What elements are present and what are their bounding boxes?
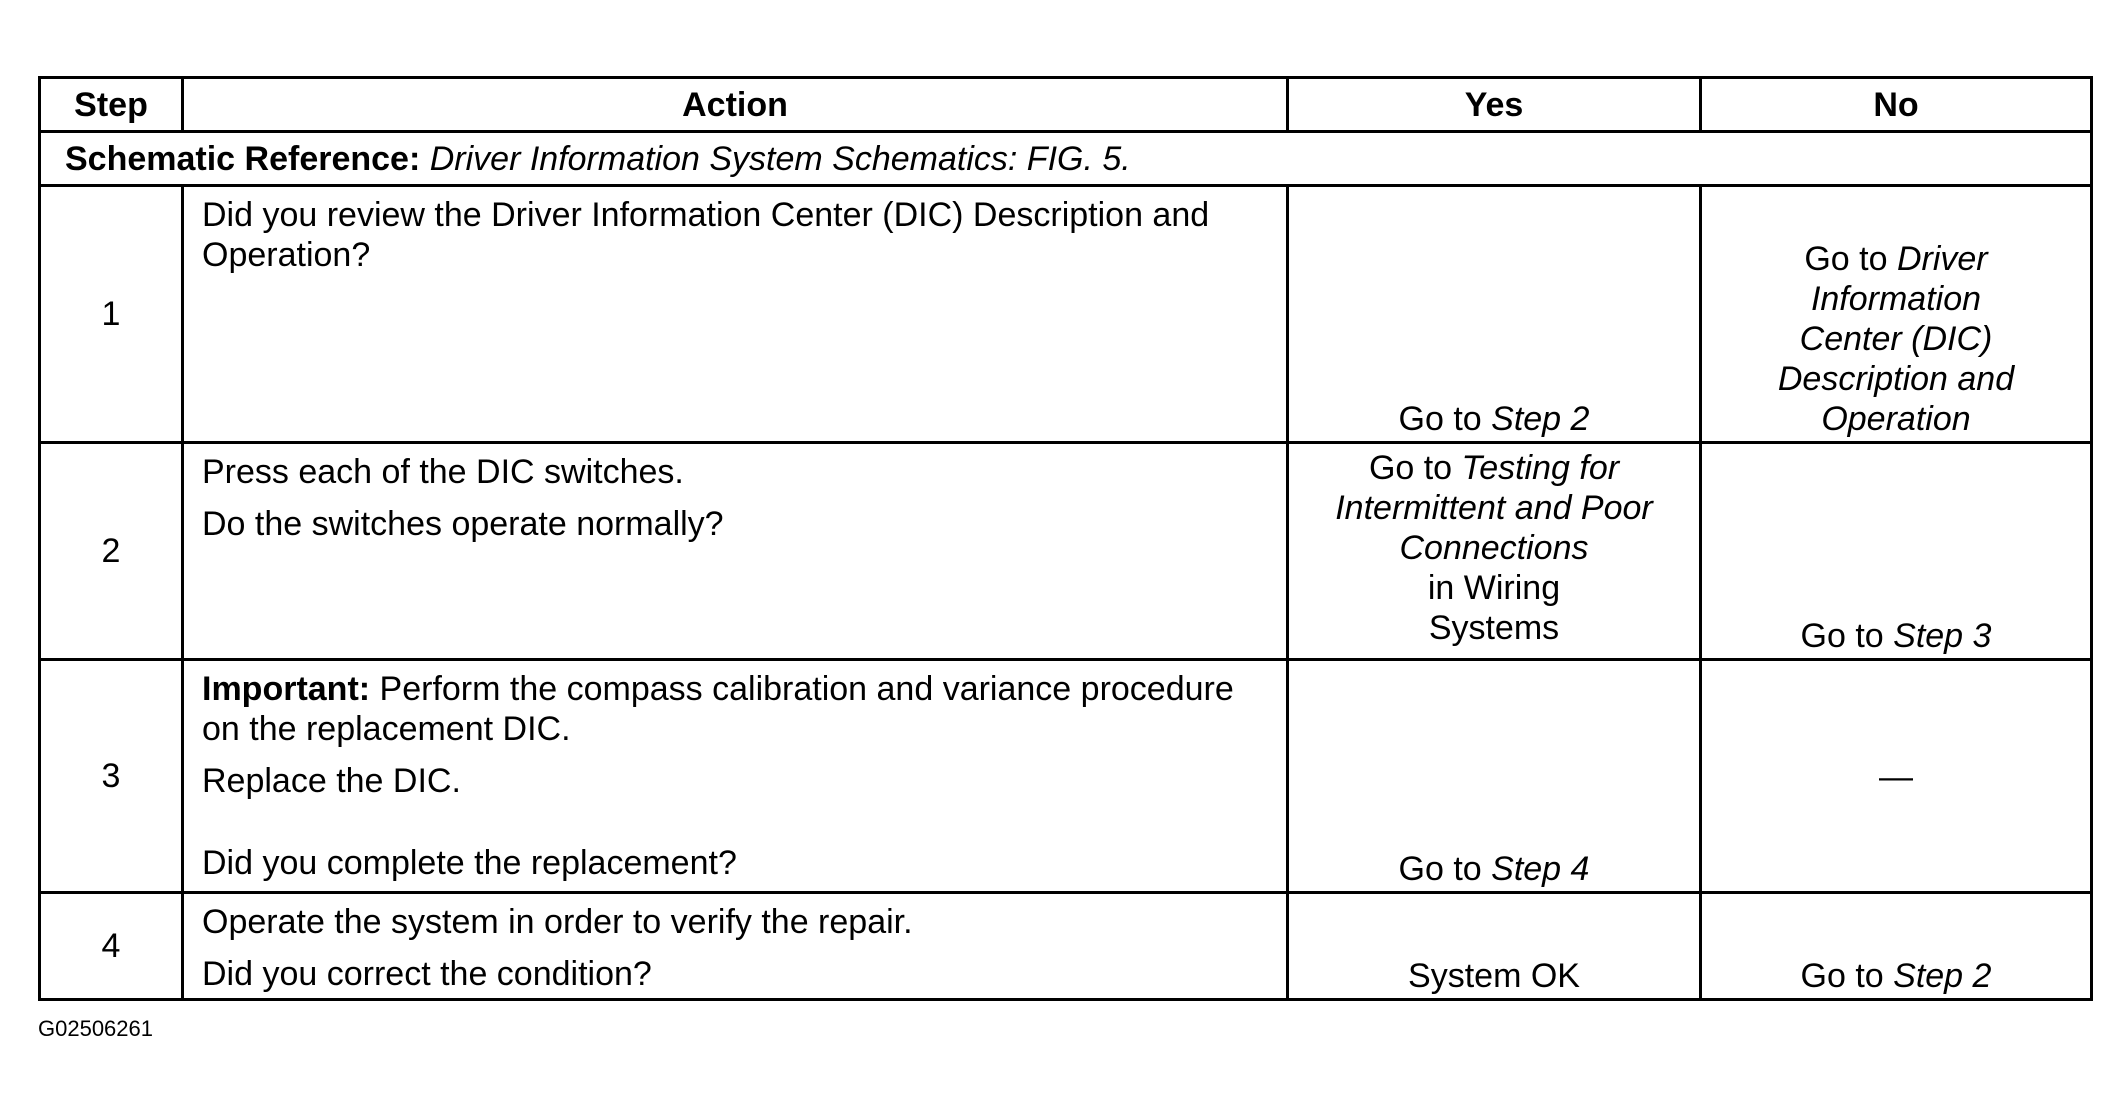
no-prefix: Go to [1800, 957, 1894, 995]
header-no: No [1701, 78, 2092, 132]
no-cell [1701, 186, 2092, 443]
action-question: Did you correct the condition? [202, 955, 652, 993]
action-text: Operate the system in order to verify the repair. [202, 903, 913, 941]
yes-target-link-line[interactable]: Connections [1399, 529, 1589, 567]
action-question: Did you complete the replacement? [202, 844, 737, 882]
yes-target-link[interactable]: Step 4 [1491, 850, 1590, 888]
yes-target-link[interactable]: Testing for [1461, 449, 1620, 487]
table-row-step-3 [40, 660, 2092, 893]
yes-suffix: in Wiring [1427, 569, 1561, 607]
figure-id: G02506261 [38, 1016, 153, 1041]
table-row-step-1 [40, 186, 2092, 443]
header-yes: Yes [1288, 78, 1701, 132]
yes-cell [1288, 893, 1701, 1000]
schematic-reference-figure: : FIG. 5. [1007, 139, 1131, 178]
header-action: Action [183, 78, 1288, 132]
step-number: 1 [40, 186, 183, 443]
action-cell [183, 660, 1288, 893]
step-number: 2 [40, 443, 183, 660]
no-cell [1701, 443, 2092, 660]
action-cell [183, 186, 1288, 443]
yes-cell [1288, 443, 1701, 660]
action-cell [183, 893, 1288, 1000]
no-target-link-line[interactable]: Description and [1777, 360, 2015, 398]
header-row [40, 78, 2092, 132]
header-step: Step [40, 78, 183, 132]
action-text: Press each of the DIC switches. [202, 453, 684, 491]
no-cell [1701, 893, 2092, 1000]
yes-target-link-line[interactable]: Intermittent and Poor [1335, 489, 1653, 527]
yes-target-link[interactable]: Step 2 [1491, 400, 1590, 438]
table-row-step-2 [40, 443, 2092, 660]
no-cell [1701, 660, 2092, 893]
schematic-reference-label: Schematic Reference: [65, 139, 421, 178]
no-prefix: Go to [1804, 240, 1897, 278]
schematic-reference-row [40, 132, 2092, 186]
step-number: 3 [40, 660, 183, 893]
yes-prefix: Go to [1398, 400, 1492, 438]
action-text: Did you review the Driver Information Center (DIC) Description and Operation? [202, 196, 1210, 274]
important-text: Perform the compass calibration and variance procedure on the replacement DIC. [202, 670, 1234, 748]
yes-suffix: Systems [1428, 609, 1560, 647]
schematic-reference-document: Driver Information System Schematics [429, 139, 1008, 178]
no-target-link-line[interactable]: Information [1810, 280, 1982, 318]
step-number: 4 [40, 893, 183, 1000]
yes-prefix: Go to [1398, 850, 1492, 888]
no-target-link-line[interactable]: Center (DIC) [1799, 320, 1993, 358]
no-target-link[interactable]: Step 2 [1893, 957, 1992, 995]
no-dash: — [1879, 758, 1913, 796]
action-cell [183, 443, 1288, 660]
important-note [202, 669, 1268, 749]
schematic-reference-cell [40, 132, 2092, 186]
no-target-link[interactable]: Step 3 [1893, 617, 1992, 655]
diagnostic-table [38, 76, 2093, 1001]
important-label: Important: [202, 670, 371, 708]
table-row-step-4 [40, 893, 2092, 1000]
no-prefix: Go to [1800, 617, 1894, 655]
no-target-link-line[interactable]: Operation [1821, 400, 1971, 438]
yes-result: System OK [1408, 957, 1580, 995]
action-text: Replace the DIC. [202, 762, 461, 800]
yes-prefix: Go to [1368, 449, 1462, 487]
no-target-link[interactable]: Driver [1896, 240, 1988, 278]
action-question: Do the switches operate normally? [202, 505, 724, 543]
yes-cell [1288, 186, 1701, 443]
yes-cell [1288, 660, 1701, 893]
